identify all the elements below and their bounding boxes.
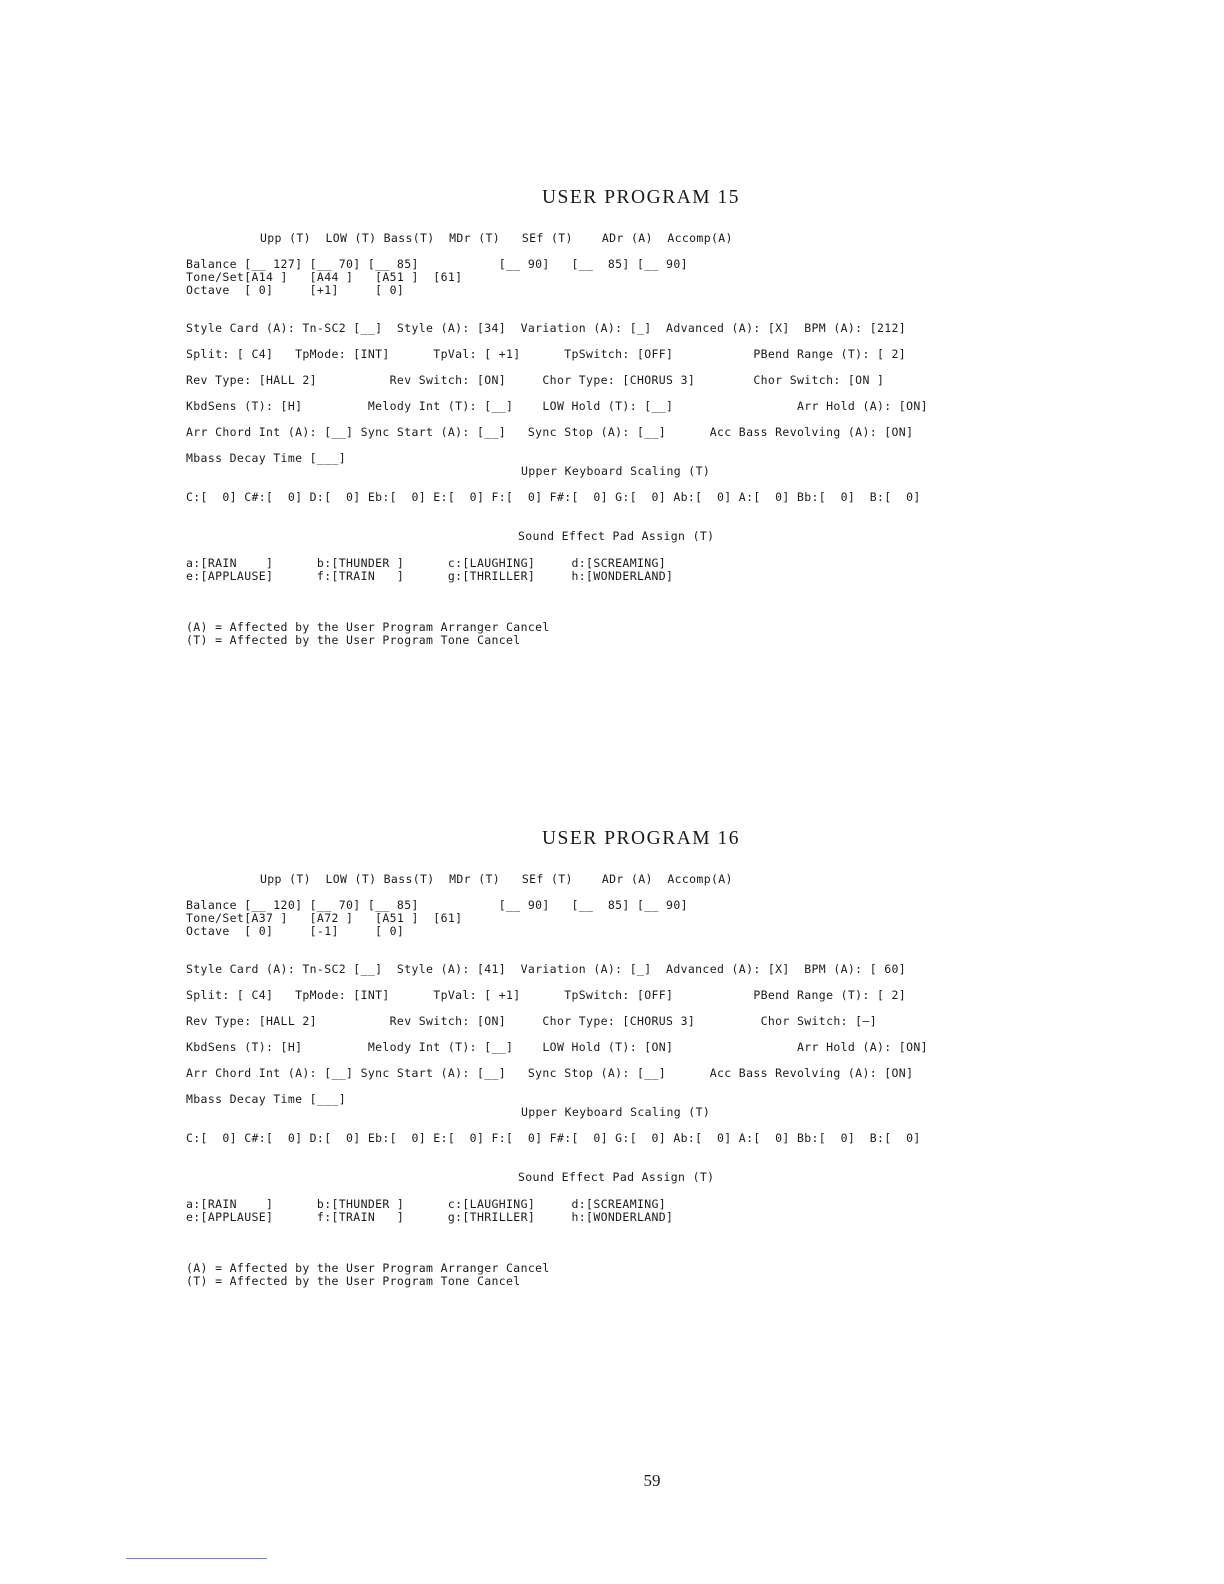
reverb-chorus-row: Rev Type: [HALL 2] Rev Switch: [ON] Chor Type: [CHORUS 3] Chor Switch: [ON ]	[186, 373, 885, 387]
arr-chord-row: Arr Chord Int (A): [__] Sync Start (A): [__] Sync Stop (A): [__] Acc Bass Revolving (A): [ON]	[186, 1066, 914, 1080]
keyboard-scaling-title: Upper Keyboard Scaling (T)	[521, 464, 711, 478]
style-card-row: Style Card (A): Tn-SC2 [__] Style (A): [41] Variation (A): [_] Advanced (A): [X] BPM (A): [ 60]	[186, 962, 907, 976]
program-title: USER PROGRAM 15	[541, 187, 741, 208]
tone-cancel-note: (T) = Affected by the User Program Tone Cancel	[186, 633, 521, 647]
tone-set-row: Tone/Set[A14 ] [A44 ] [A51 ] [61]	[186, 270, 463, 284]
sound-effect-pad-title: Sound Effect Pad Assign (T)	[518, 529, 715, 543]
column-header-row: Upp (T) LOW (T) Bass(T) MDr (T) SEf (T) ADr (A) Accomp(A)	[260, 872, 733, 886]
pad-assign-row-2: e:[APPLAUSE] f:[TRAIN ] g:[THRILLER] h:[WONDERLAND]	[186, 569, 674, 583]
keyboard-scaling-row: C:[ 0] C#:[ 0] D:[ 0] Eb:[ 0] E:[ 0] F:[ 0] F#:[ 0] G:[ 0] Ab:[ 0] A:[ 0] Bb:[ 0] B:[ 0]	[186, 1131, 921, 1145]
balance-row: Balance [__ 127] [__ 70] [__ 85] [__ 90] [__ 85] [__ 90]	[186, 257, 688, 271]
program-title: USER PROGRAM 16	[541, 828, 741, 849]
octave-row: Octave [ 0] [-1] [ 0]	[186, 924, 405, 938]
keyboard-scaling-row: C:[ 0] C#:[ 0] D:[ 0] Eb:[ 0] E:[ 0] F:[ 0] F#:[ 0] G:[ 0] Ab:[ 0] A:[ 0] Bb:[ 0] B:[ 0]	[186, 490, 921, 504]
arranger-cancel-note: (A) = Affected by the User Program Arranger Cancel	[186, 620, 550, 634]
pad-assign-row-2: e:[APPLAUSE] f:[TRAIN ] g:[THRILLER] h:[WONDERLAND]	[186, 1210, 674, 1224]
style-card-row: Style Card (A): Tn-SC2 [__] Style (A): [34] Variation (A): [_] Advanced (A): [X] BPM (A): [212]	[186, 321, 907, 335]
octave-row: Octave [ 0] [+1] [ 0]	[186, 283, 405, 297]
tone-set-row: Tone/Set[A37 ] [A72 ] [A51 ] [61]	[186, 911, 463, 925]
split-row: Split: [ C4] TpMode: [INT] TpVal: [ +1] TpSwitch: [OFF] PBend Range (T): [ 2]	[186, 347, 907, 361]
keyboard-scaling-title: Upper Keyboard Scaling (T)	[521, 1105, 711, 1119]
page-number: 59	[643, 1471, 661, 1490]
kbd-sens-row: KbdSens (T): [H] Melody Int (T): [__] LOW Hold (T): [__] Arr Hold (A): [ON]	[186, 399, 928, 413]
kbd-sens-row: KbdSens (T): [H] Melody Int (T): [__] LOW Hold (T): [ON] Arr Hold (A): [ON]	[186, 1040, 928, 1054]
pad-assign-row-1: a:[RAIN ] b:[THUNDER ] c:[LAUGHING] d:[SCREAMING]	[186, 1197, 667, 1211]
arranger-cancel-note: (A) = Affected by the User Program Arranger Cancel	[186, 1261, 550, 1275]
mbass-decay-row: Mbass Decay Time [___]	[186, 1092, 347, 1106]
arr-chord-row: Arr Chord Int (A): [__] Sync Start (A): [__] Sync Stop (A): [__] Acc Bass Revolving (A): [ON]	[186, 425, 914, 439]
footnote-rule	[126, 1558, 267, 1559]
split-row: Split: [ C4] TpMode: [INT] TpVal: [ +1] TpSwitch: [OFF] PBend Range (T): [ 2]	[186, 988, 907, 1002]
reverb-chorus-row: Rev Type: [HALL 2] Rev Switch: [ON] Chor Type: [CHORUS 3] Chor Switch: [—]	[186, 1014, 877, 1028]
pad-assign-row-1: a:[RAIN ] b:[THUNDER ] c:[LAUGHING] d:[SCREAMING]	[186, 556, 667, 570]
mbass-decay-row: Mbass Decay Time [___]	[186, 451, 347, 465]
sound-effect-pad-title: Sound Effect Pad Assign (T)	[518, 1170, 715, 1184]
tone-cancel-note: (T) = Affected by the User Program Tone Cancel	[186, 1274, 521, 1288]
column-header-row: Upp (T) LOW (T) Bass(T) MDr (T) SEf (T) ADr (A) Accomp(A)	[260, 231, 733, 245]
balance-row: Balance [__ 120] [__ 70] [__ 85] [__ 90] [__ 85] [__ 90]	[186, 898, 688, 912]
